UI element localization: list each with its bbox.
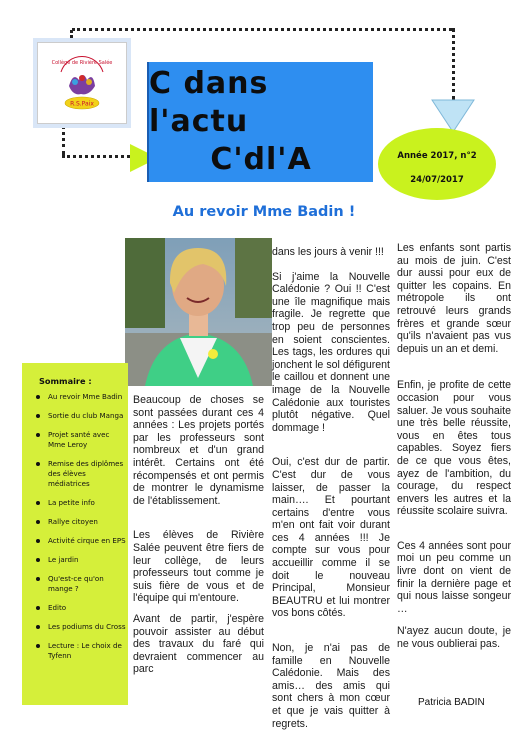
paragraph: Enfin, je profite de cette occasion pour vous saluer. Je vous souhaite une très belle réussite, vous en êtes tous capables. Soyez fiers de ce que vous êtes, ayez de l'ambition, du courage, du respect envers les autres et la réussite scolaire suivra. (397, 379, 511, 518)
toc-item[interactable]: Au revoir Mme Badin (22, 392, 128, 402)
logo-mark (51, 52, 113, 114)
dotted-frame-lower (62, 155, 130, 158)
toc-list (22, 392, 128, 661)
toc-item[interactable]: Les podiums du Cross (22, 622, 128, 632)
toc-item[interactable]: Remise des diplômes des élèves médiatrices (22, 459, 128, 489)
paragraph: Ces 4 années sont pour moi un peu comme un livre dont on vient de finir la dernière page et qui nous laisse songeur … (397, 539, 511, 615)
paragraph: Avant de partir, j'espère pouvoir assister au début des travaux du faré qui devraient commencer au parc (133, 612, 264, 676)
article-headline: Au revoir Mme Badin ! (172, 204, 356, 220)
toc-item[interactable]: Lecture : Le choix de Tyfenn (22, 641, 128, 661)
masthead-title-box (147, 62, 373, 182)
author-signature: Patricia BADIN (418, 697, 485, 708)
paragraph: Beaucoup de choses se sont passées durant ces 4 années : Les projets portés par les professeurs sont nombreux et d'un grand intérêt. Certains ont été récompensés et ont permis de montrer le dynamisme de l'établissement. (133, 394, 264, 507)
logo-text-top: Collège de Rivière Salée (51, 60, 113, 66)
paragraph: N'ayez aucun doute, je ne vous oublierai pas. (397, 625, 511, 651)
toc-item[interactable]: Sortie du club Manga (22, 411, 128, 421)
masthead-title-line2: C'dl'A (210, 142, 312, 177)
masthead-title-line1: C dans l'actu (149, 66, 269, 139)
article-column-3 (397, 242, 511, 651)
paragraph: Non, je n'ai pas de famille en Nouvelle Calédonie. Mais des amis… des amis qui sont chers à mon cœur et que je vais quitter à regrets. (272, 642, 390, 730)
logo-text-bottom: R.S.Paix (70, 100, 94, 108)
toc-item[interactable]: Le jardin (22, 555, 128, 565)
issue-number: Année 2017, n°2 (397, 151, 477, 161)
toc-item[interactable]: Edito (22, 603, 128, 613)
article-column-2 (272, 246, 390, 730)
paragraph: Les enfants sont partis au mois de juin. C'est dur aussi pour eux de quitter les copains. En métropole ils ont retrouvé leurs grands frères et grande sœur qu'ils n'avaient pas vus depuis un an et demi. (397, 242, 511, 355)
paragraph: Si j'aime la Nouvelle Calédonie ? Oui !! C'est une île magnifique mais fragile. Je regrette que trop peu de personnes en soient conscientes. Les tags, les ordures qui jonchent le sol défigurent le caillou et donnent une image de la Nouvelle Calédonie aux touristes plutôt négative. Quel dommage ! (272, 270, 390, 434)
issue-badge (378, 128, 496, 200)
portrait-photo (125, 238, 272, 386)
article-column-1 (133, 394, 264, 676)
dotted-frame-right (452, 28, 455, 100)
toc-item[interactable]: La petite info (22, 498, 128, 508)
dotted-frame-left-lower (62, 125, 65, 155)
toc-title: Sommaire : (39, 376, 92, 386)
dotted-frame-top (72, 28, 452, 31)
toc-item[interactable]: Activité cirque en EPS (22, 536, 128, 546)
issue-date: 24/07/2017 (410, 175, 464, 185)
school-logo (37, 42, 127, 124)
paragraph: Oui, c'est dur de partir. C'est dur de vous laisser, de passer la main…. Et pourtant certains d'entre vous m'en ont fait voir durant ces 4 années !!! Je compte sur vous pour accueillir comme il se doit le nouveau Principal, Monsieur BEAUTRU et lui montrer vos bons côtés. (272, 456, 390, 620)
paragraph: dans les jours à venir !!! (272, 246, 384, 258)
toc-item[interactable]: Projet santé avec Mme Leroy (22, 430, 128, 450)
toc-item[interactable]: Qu'est-ce qu'on mange ? (22, 574, 128, 594)
table-of-contents (22, 363, 128, 705)
toc-item[interactable]: Rallye citoyen (22, 517, 128, 527)
paragraph: Les élèves de Rivière Salée peuvent être fiers de leur collège, de leurs professeurs tout comme je suis fière de vous et de l'équipe qui m'entoure. (133, 529, 264, 605)
